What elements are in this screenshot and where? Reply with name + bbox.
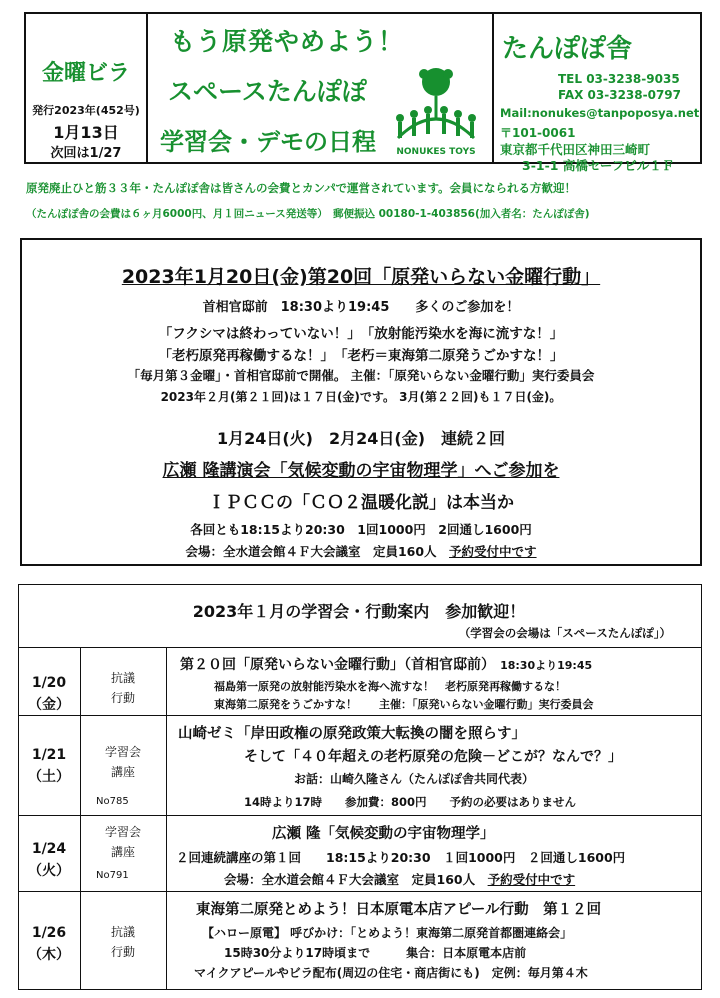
type-line1: 学習会 — [104, 745, 141, 759]
next-dates-info: 2023年２月(第２１回)は１７日(金)です。 3月(第２２回)も１７日(金)。 — [160, 390, 562, 404]
headline-line1: もう原発やめよう！ — [170, 27, 405, 56]
row-venue: 会場：全水道会館４Ｆ大会議室 定員160人 — [224, 872, 476, 887]
type-line2: 講座 — [110, 845, 135, 859]
row-type — [80, 742, 166, 782]
row-organizer: 【ハロー原電】 呼びかけ：「とめよう！東海第二原発首都圏連絡会」 — [202, 926, 573, 940]
membership-fee-notice: （たんぽぽ舎の会費は６ヶ月6000円、月１回ニュース発送等） 郵便振込 00180-1-403856(加入者名：たんぽぽ舎) — [26, 208, 590, 220]
weekday: （木） — [28, 947, 70, 963]
row-venue-wrap — [224, 870, 575, 888]
schedule-title: 2023年１月の学習会・行動案内 参加歓迎！ — [192, 602, 526, 621]
row-subtitle: そして「４０年超えの老朽原発の危険－どこが？なんで？」 — [244, 749, 622, 765]
organizer-info: 「毎月第３金曜」・首相官邸前で開催。 主催：「原発いらない金曜行動」実行委員会 — [127, 368, 595, 383]
row-detail-2: 東海第二原発をうごかすな！ 主催：「原発いらない金曜行動」実行委員会 — [214, 698, 594, 711]
lecture-title: 広瀬 隆講演会「気候変動の宇宙物理学」へご参加を — [162, 461, 560, 481]
slogan-line-1: 「フクシマは終わっていない！」 「放射能汚染水を海に流すな！」 — [158, 326, 564, 342]
date: 1/26 — [31, 925, 67, 941]
flyer-type-label: 金曜ビラ — [41, 61, 130, 86]
row-activity: マイクアピールやビラ配布(周辺の住宅・商店街にも) 定例：毎月第４木 — [194, 966, 588, 980]
logo-text: NONUKES TOYS — [396, 147, 476, 157]
org-tel: TEL 03-3238-9035 — [558, 72, 680, 86]
schedule-row-0120 — [18, 647, 702, 716]
lecture-reservation: 予約受付中です — [449, 544, 537, 559]
date: 1/20 — [31, 675, 67, 691]
row-time: 18:30より19:45 — [500, 659, 593, 672]
type-line1: 抗議 — [110, 925, 135, 939]
row-time-place: 15時30分より17時頃まで 集合：日本原電本店前 — [224, 946, 527, 960]
headline-line3: 学習会・デモの日程 — [160, 128, 376, 156]
weekday: （火） — [28, 863, 70, 879]
membership-notice: 原発廃止ひと筋３３年・たんぽぽ舎は皆さんの会費とカンパで運営されています。会員になられる方歓迎！ — [26, 181, 577, 195]
lecture-number: No791 — [96, 870, 129, 881]
header-right-cell — [492, 12, 702, 173]
row-title: 山崎ゼミ「岸田政権の原発政策大転換の闇を照らす」 — [178, 726, 526, 742]
friday-action-box — [20, 238, 702, 566]
lecture-subtitle: ＩＰＣＣの「ＣＯ２温暖化説」は本当か — [208, 493, 514, 513]
date: 1/21 — [31, 747, 67, 763]
lecture-venue — [22, 542, 700, 560]
header-left-cell — [24, 12, 148, 164]
org-address-1: 東京都千代田区神田三崎町 — [500, 142, 651, 157]
row-title-wrap — [180, 654, 592, 674]
row-date — [18, 744, 80, 788]
row-reservation: 予約受付中です — [487, 872, 576, 887]
row-type — [80, 822, 166, 862]
dandelion-logo-icon — [384, 60, 488, 160]
friday-action-title: 2023年1月20日(金)第20回「原発いらない金曜行動」 — [121, 266, 601, 288]
issue-date: 1月13日 — [53, 123, 119, 142]
date: 1/24 — [31, 841, 67, 857]
lecture-number: No785 — [96, 796, 129, 807]
org-address-2: 3-1-1 高橋セーフビル１Ｆ — [522, 158, 675, 173]
issue-number: 発行2023年(452号) — [32, 104, 140, 117]
row-date — [18, 838, 80, 882]
row-title: 東海第二原発とめよう！日本原電本店アピール行動 第１２回 — [196, 902, 602, 918]
lecture-dates: 1月24日(火) 2月24日(金) 連続２回 — [216, 429, 506, 448]
org-fax: FAX 03-3238-0797 — [558, 88, 681, 102]
row-title: 広瀬 隆「気候変動の宇宙物理学」 — [272, 826, 495, 842]
org-name: たんぽぽ舎 — [502, 34, 633, 64]
row-title: 第２０回「原発いらない金曜行動」（首相官邸前） — [180, 657, 495, 673]
row-date — [18, 922, 80, 966]
friday-action-place: 首相官邸前 18:30より19:45 多くのご参加を！ — [202, 300, 520, 315]
row-speaker: お話：山崎久隆さん（たんぽぽ舎共同代表） — [294, 772, 535, 786]
weekday: （金） — [28, 697, 70, 713]
lecture-time-fee: 各回とも18:15より20:30 1回1000円 2回通し1600円 — [190, 522, 532, 537]
org-email[interactable]: Mail:nonukes@tanpoposya.net — [500, 106, 700, 120]
org-zip: 〒101-0061 — [500, 126, 576, 140]
type-line1: 抗議 — [110, 671, 135, 685]
row-type — [80, 668, 166, 708]
header-center-cell — [146, 12, 494, 164]
type-line1: 学習会 — [104, 825, 141, 839]
schedule-row-0126 — [18, 891, 702, 989]
slogan-line-2: 「老朽原発再稼働するな！」 「老朽＝東海第二原発うごかすな！」 — [158, 348, 564, 364]
schedule-row-0121 — [18, 715, 702, 816]
row-detail-1: 福島第一原発の放射能汚染水を海へ流すな！ 老朽原発再稼働するな！ — [214, 680, 566, 693]
headline-line2: スペースたんぽぽ — [168, 77, 367, 106]
type-line2: 講座 — [110, 765, 135, 779]
type-line2: 行動 — [110, 691, 135, 705]
schedule-subtitle: （学習会の会場は「スペースたんぽぽ」） — [458, 626, 671, 640]
row-time-fee: 14時より17時 参加費：800円 予約の必要はありません — [244, 795, 577, 809]
row-type — [80, 922, 166, 962]
schedule-row-0124 — [18, 815, 702, 892]
next-issue: 次回は1/27 — [50, 146, 122, 161]
type-line2: 行動 — [110, 945, 135, 959]
weekday: （土） — [28, 769, 70, 785]
row-schedule-fee: ２回連続講座の第１回 18:15より20:30 １回1000円 ２回通し1600円 — [176, 850, 626, 865]
row-date — [18, 672, 80, 716]
lecture-venue-text: 会場：全水道会館４Ｆ大会議室 定員160人 — [185, 544, 437, 559]
